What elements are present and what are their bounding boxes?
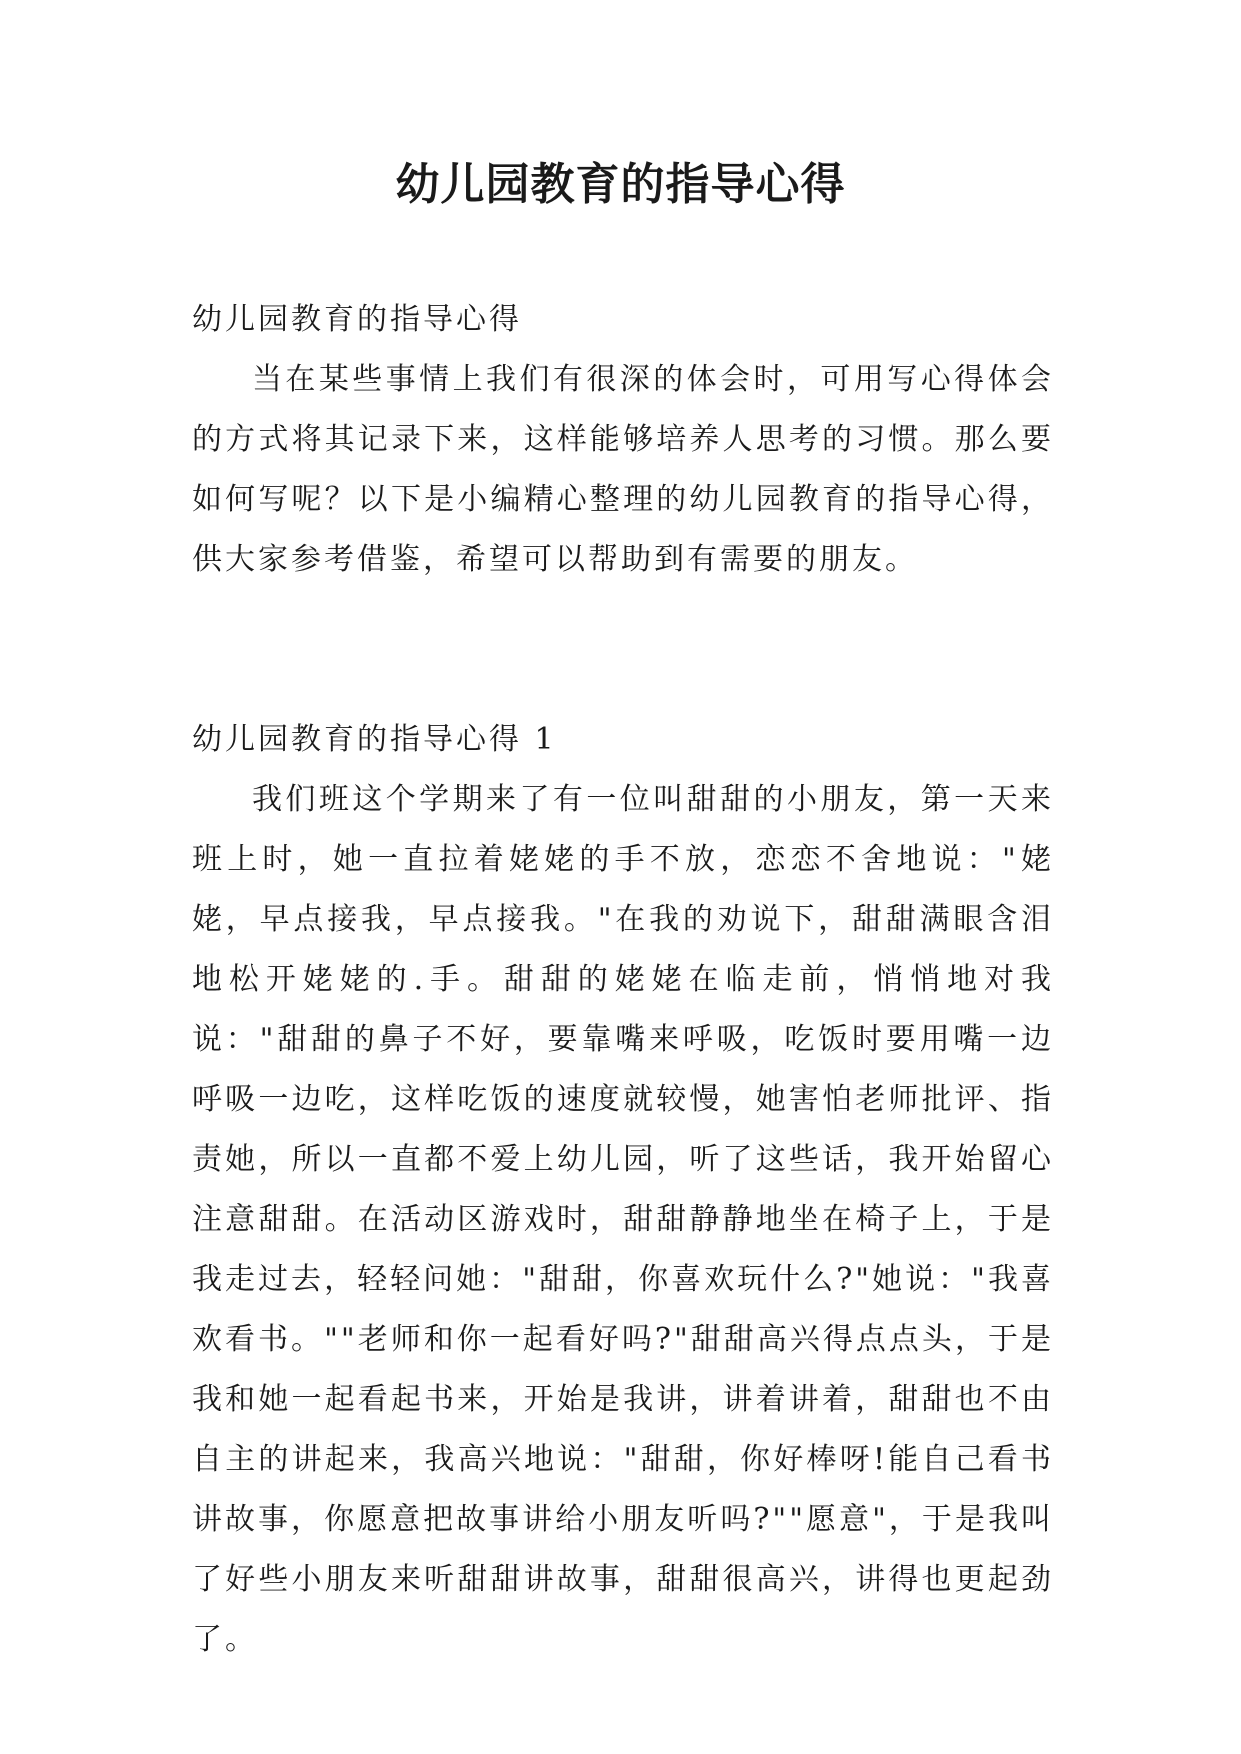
section-paragraph-1: 我们班这个学期来了有一位叫甜甜的小朋友，第一天来班上时，她一直拉着姥姥的手不放，恋恋不舍地说："姥姥，早点接我，早点接我。"在我的劝说下，甜甜满眼含泪地松开姥姥的.手。甜甜的姥姥在临走前，悄悄地对我说："甜甜的鼻子不好，要靠嘴来呼吸，吃饭时要用嘴一边呼吸一边吃，这样吃饭的速度就较慢，她害怕老师批评、指责她，所以一直都不爱上幼儿园，听了这些话，我开始留心注意甜甜。在活动区游戏时，甜甜静静地坐在椅子上，于是我走过去，轻轻问她："甜甜，你喜欢玩什么?"她说："我喜欢看书。""老师和你一起看好吗?"甜甜高兴得点点头，于是我和她一起看起书来，开始是我讲，讲着讲着，甜甜也不由自主的讲起来，我高兴地说："甜甜，你好棒呀!能自己看书讲故事，你愿意把故事讲给小朋友听吗?""愿意"，于是我叫了好些小朋友来听甜甜讲故事，甜甜很高兴，讲得也更起劲了。 bbox=[192, 782, 1054, 1657]
document-title: 幼儿园教育的指导心得 bbox=[395, 159, 846, 210]
intro-heading: 幼儿园教育的指导心得 bbox=[192, 302, 522, 337]
intro-paragraph: 当在某些事情上我们有很深的体会时，可用写心得体会的方式将其记录下来，这样能够培养人思考的习惯。那么要如何写呢？以下是小编精心整理的幼儿园教育的指导心得，供大家参考借鉴，希望可以帮助到有需要的朋友。 bbox=[192, 362, 1054, 577]
section-spacer bbox=[192, 590, 1054, 710]
section-heading-1: 幼儿园教育的指导心得 1 bbox=[192, 722, 557, 757]
document-body bbox=[192, 290, 1054, 1670]
